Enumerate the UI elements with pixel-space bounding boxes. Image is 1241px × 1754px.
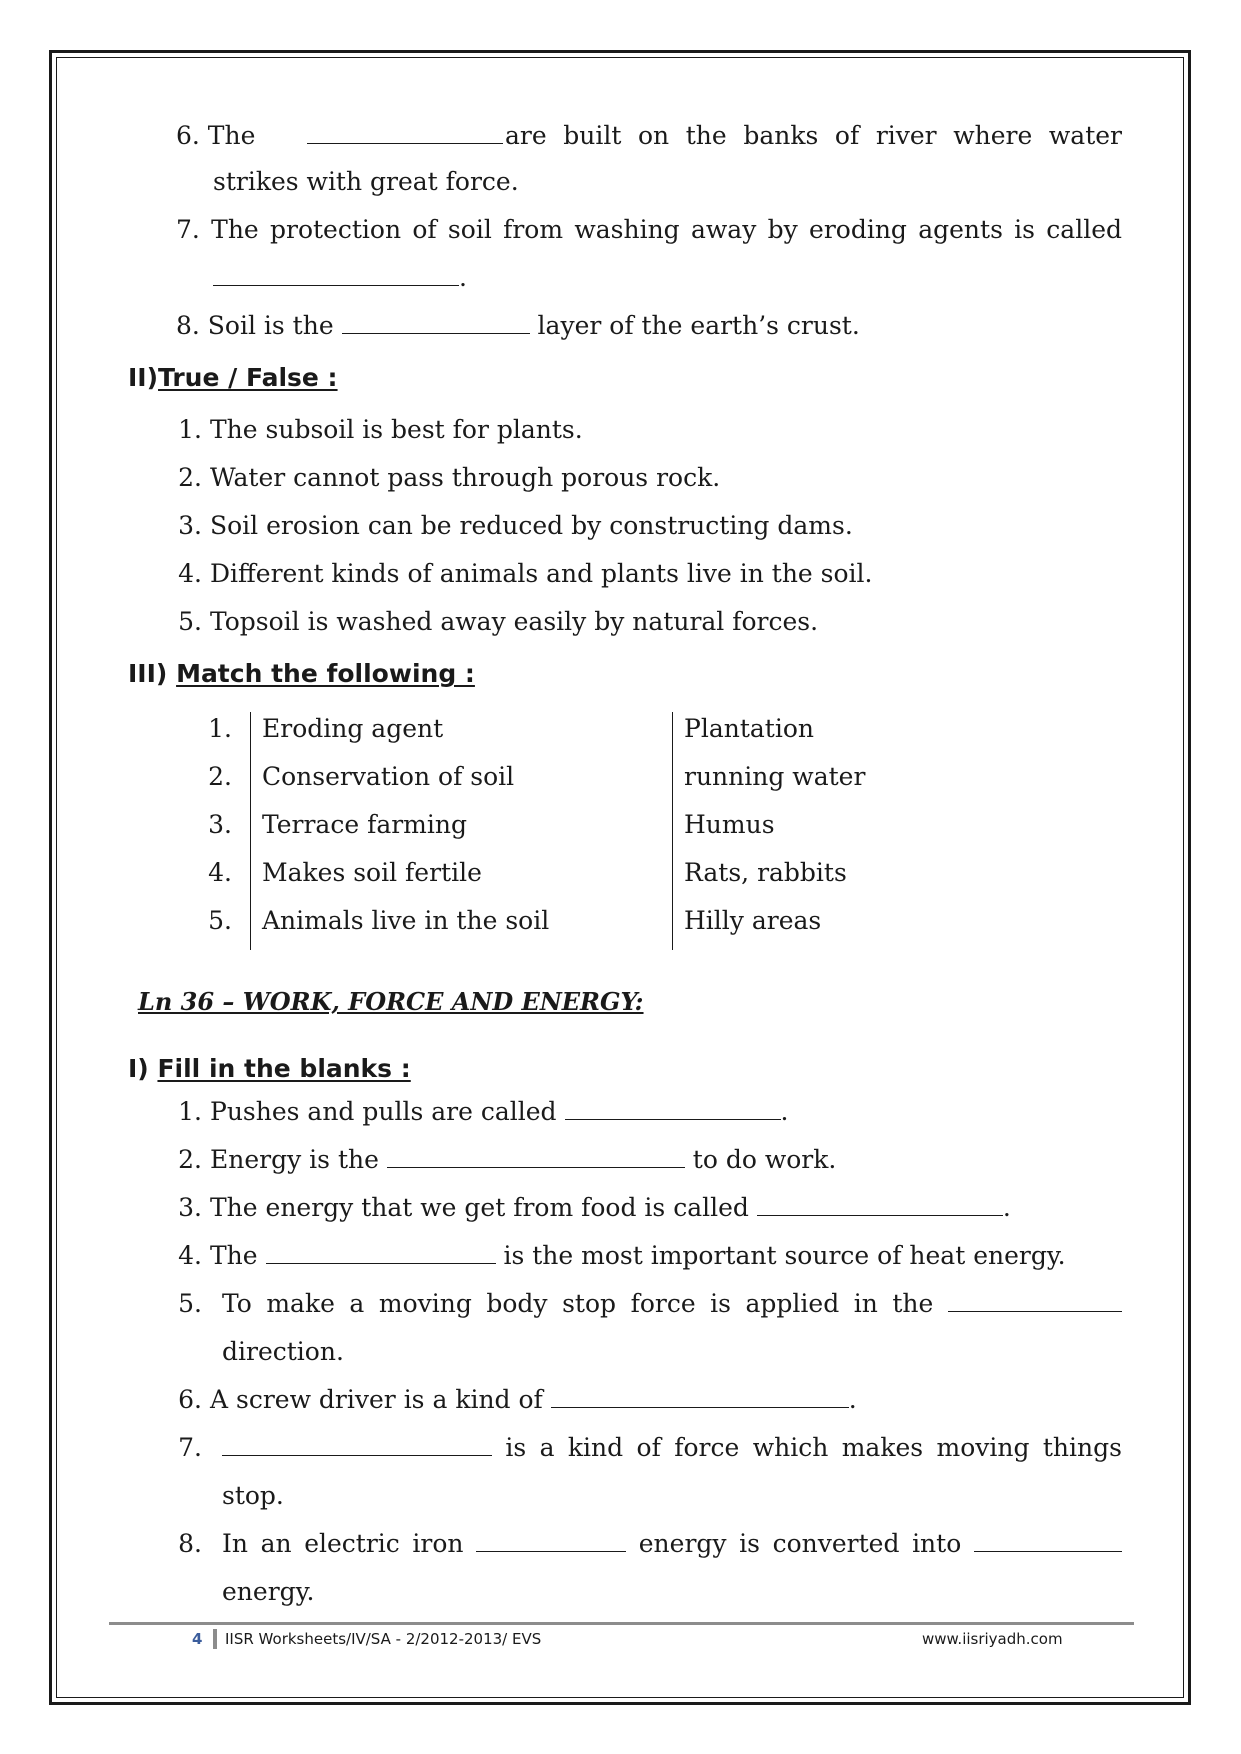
match-left-item: Makes soil fertile — [262, 858, 482, 887]
question-8-suffix: layer of the earth’s crust. — [537, 311, 860, 340]
footer-divider — [109, 1622, 1134, 1625]
question-7-answer-line — [213, 263, 467, 293]
item-text: Soil erosion can be reduced by constructing dams. — [210, 511, 853, 540]
question-period: . — [1002, 1193, 1011, 1222]
match-left-item: Eroding agent — [262, 714, 444, 743]
item-number: 1. — [178, 1097, 202, 1126]
answer-blank[interactable] — [476, 1529, 626, 1552]
question-1 — [162, 1097, 788, 1127]
section-title: Fill in the blanks : — [157, 1054, 411, 1083]
question-8-continuation: energy. — [222, 1577, 315, 1606]
match-left-item: Terrace farming — [262, 810, 467, 839]
item-number: 1. — [178, 415, 202, 444]
item-number: 2. — [178, 1145, 202, 1174]
answer-blank[interactable] — [387, 1145, 685, 1168]
answer-blank[interactable] — [757, 1193, 1003, 1216]
question-word: force — [674, 1433, 740, 1462]
question-word: which — [752, 1433, 829, 1462]
list-item — [162, 607, 818, 637]
item-number: 6. — [178, 1385, 202, 1414]
list-item — [162, 463, 720, 493]
question-word: iron — [412, 1529, 464, 1558]
question-word: into — [912, 1529, 962, 1558]
question-7-number — [162, 1433, 210, 1463]
question-word: electric — [304, 1529, 400, 1558]
question-word: an — [260, 1529, 292, 1558]
question-text: The — [210, 1241, 258, 1270]
item-text: Water cannot pass through porous rock. — [210, 463, 721, 492]
question-word: converted — [772, 1529, 900, 1558]
page-number: 4 — [192, 1630, 203, 1648]
question-7-period: . — [459, 263, 467, 292]
section-roman-numeral: II) — [128, 363, 159, 392]
question-word: makes — [841, 1433, 924, 1462]
answer-blank[interactable] — [222, 1433, 492, 1456]
question-word: moving — [936, 1433, 1030, 1462]
item-number: 8. — [178, 1529, 202, 1558]
question-period: . — [780, 1097, 789, 1126]
item-text: The subsoil is best for plants. — [210, 415, 583, 444]
footer-separator — [213, 1629, 217, 1649]
answer-blank[interactable] — [948, 1289, 1122, 1312]
item-number: 5. — [178, 1289, 202, 1318]
item-number: 3. — [178, 511, 202, 540]
row-number: 5. — [208, 906, 232, 935]
answer-blank[interactable] — [307, 121, 503, 144]
question-6-continuation: strikes with great force. — [213, 167, 519, 196]
question-word: things — [1042, 1433, 1122, 1462]
row-number: 4. — [208, 858, 232, 887]
question-5-number — [162, 1289, 210, 1319]
footer-website: www.iisriyadh.com — [922, 1630, 1063, 1648]
question-word: in — [853, 1289, 878, 1318]
answer-blank[interactable] — [266, 1241, 496, 1264]
answer-blank[interactable] — [974, 1529, 1122, 1552]
question-7-text: 7. The protection of soil from washing away by eroding agents is called — [176, 215, 1122, 244]
item-number: 4. — [178, 559, 202, 588]
question-8-fill — [222, 1529, 1122, 1559]
question-word: a — [539, 1433, 555, 1462]
question-word: make — [266, 1289, 335, 1318]
match-left-item: Animals live in the soil — [262, 906, 550, 935]
item-number: 2. — [178, 463, 202, 492]
list-item — [162, 415, 583, 445]
question-4 — [162, 1241, 1066, 1271]
question-8-prefix: 8. Soil is the — [176, 311, 334, 340]
question-6 — [176, 121, 1122, 151]
item-number: 4. — [178, 1241, 202, 1270]
question-word: moving — [378, 1289, 472, 1318]
list-item — [162, 511, 853, 541]
question-5 — [222, 1289, 1122, 1319]
question-word: To — [222, 1289, 252, 1318]
section-heading-fill-blanks — [128, 1054, 411, 1084]
question-word: a — [349, 1289, 365, 1318]
item-number: 7. — [178, 1433, 202, 1462]
question-text: A screw driver is a kind of — [210, 1385, 543, 1414]
question-text: Energy is the — [210, 1145, 379, 1174]
question-text: The energy that we get from food is called — [210, 1193, 749, 1222]
question-3 — [162, 1193, 1011, 1223]
question-8-number — [162, 1529, 210, 1559]
answer-blank[interactable] — [551, 1385, 849, 1408]
match-right-item: Plantation — [684, 714, 814, 743]
item-number: 3. — [178, 1193, 202, 1222]
question-word: the — [892, 1289, 934, 1318]
match-left-item: Conservation of soil — [262, 762, 515, 791]
section-heading-match — [128, 659, 475, 689]
match-right-item: Rats, rabbits — [684, 858, 847, 887]
question-7 — [176, 215, 1122, 245]
match-right-item: running water — [684, 762, 866, 791]
item-text: Topsoil is washed away easily by natural forces. — [210, 607, 819, 636]
row-number: 1. — [208, 714, 232, 743]
match-right-item: Hilly areas — [684, 906, 822, 935]
question-word: In — [222, 1529, 248, 1558]
question-word: applied — [745, 1289, 840, 1318]
item-text: Different kinds of animals and plants live in the soil. — [210, 559, 873, 588]
question-text: is the most important source of heat energy. — [503, 1241, 1066, 1270]
question-7-continuation: stop. — [222, 1481, 284, 1510]
question-word: body — [486, 1289, 548, 1318]
row-number: 2. — [208, 762, 232, 791]
question-word: force — [630, 1289, 696, 1318]
question-8 — [176, 311, 860, 341]
question-7-fill — [222, 1433, 1122, 1463]
item-number: 5. — [178, 607, 202, 636]
question-word: of — [636, 1433, 661, 1462]
question-6-prefix: 6. The — [176, 121, 256, 150]
question-text: to do work. — [692, 1145, 837, 1174]
question-6-fill — [162, 1385, 857, 1415]
question-text: Pushes and pulls are called — [210, 1097, 557, 1126]
question-6-text: are built on the banks of river where water — [505, 121, 1122, 150]
list-item — [162, 559, 873, 589]
table-divider-left — [250, 712, 251, 950]
question-word: kind — [567, 1433, 624, 1462]
question-5-continuation: direction. — [222, 1337, 344, 1366]
question-word: stop — [562, 1289, 617, 1318]
section-roman-numeral: I) — [128, 1054, 149, 1083]
answer-blank[interactable] — [342, 311, 530, 334]
question-word: is — [505, 1433, 527, 1462]
question-word: energy — [638, 1529, 727, 1558]
question-word: is — [739, 1529, 760, 1558]
row-number: 3. — [208, 810, 232, 839]
section-heading-true-false — [128, 363, 338, 393]
section-title: Match the following : — [176, 659, 475, 688]
section-roman-numeral: III) — [128, 659, 168, 688]
match-right-item: Humus — [684, 810, 775, 839]
footer-left-text: IISR Worksheets/IV/SA - 2/2012-2013/ EVS — [225, 1630, 542, 1648]
lesson-title: Ln 36 – WORK, FORCE AND ENERGY: — [138, 987, 644, 1016]
question-2 — [162, 1145, 836, 1175]
question-word: is — [710, 1289, 731, 1318]
section-title: True / False : — [158, 363, 338, 392]
answer-blank[interactable] — [565, 1097, 781, 1120]
answer-blank[interactable] — [213, 263, 459, 286]
question-period: . — [848, 1385, 857, 1414]
table-divider-right — [672, 712, 673, 950]
